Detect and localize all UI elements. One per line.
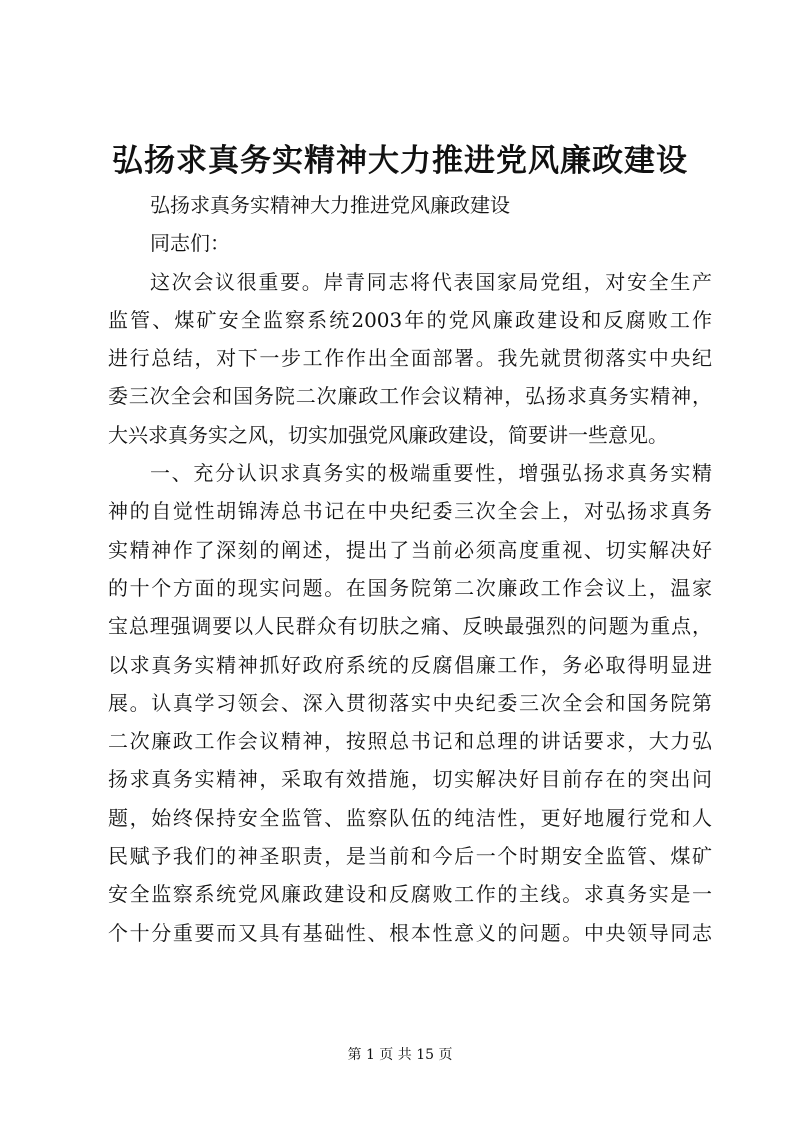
page-number-footer: 第 1 页 共 15 页 — [347, 1047, 453, 1063]
paragraph-line: 神的自觉性胡锦涛总书记在中央纪委三次全会上，对弘扬求真务 — [108, 499, 712, 524]
paragraph-line: 进行总结，对下一步工作作出全面部署。我先就贯彻落实中央纪 — [108, 346, 712, 371]
paragraph-line: 这次会议很重要。岸青同志将代表国家局党组，对安全生产 — [150, 269, 712, 294]
paragraph-line: 以求真务实精神抓好政府系统的反腐倡廉工作，务必取得明显进 — [108, 652, 712, 677]
paragraph-line: 实精神作了深刻的阐述，提出了当前必须高度重视、切实解决好 — [108, 537, 712, 562]
paragraph-line: 安全监察系统党风廉政建设和反腐败工作的主线。求真务实是一 — [108, 882, 712, 907]
paragraph-line: 委三次全会和国务院二次廉政工作会议精神，弘扬求真务实精神， — [108, 384, 712, 409]
paragraph-line: 民赋予我们的神圣职责，是当前和今后一个时期安全监管、煤矿 — [108, 844, 712, 869]
paragraph-line: 大兴求真务实之风，切实加强党风廉政建设，简要讲一些意见。 — [108, 422, 668, 447]
subtitle-line: 弘扬求真务实精神大力推进党风廉政建设 — [150, 193, 510, 217]
paragraph-line: 扬求真务实精神，采取有效措施，切实解决好目前存在的突出问 — [108, 767, 712, 792]
paragraph-line: 二次廉政工作会议精神，按照总书记和总理的讲话要求，大力弘 — [108, 729, 712, 754]
paragraph-line: 监管、煤矿安全监察系统2003年的党风廉政建设和反腐败工作 — [108, 307, 712, 332]
paragraph-line: 个十分重要而又具有基础性、根本性意义的问题。中央领导同志 — [108, 920, 712, 945]
salutation-line: 同志们： — [150, 231, 230, 256]
paragraph-line: 宝总理强调要以人民群众有切肤之痛、反映最强烈的问题为重点， — [108, 614, 712, 639]
document-title: 弘扬求真务实精神大力推进党风廉政建设 — [112, 143, 688, 179]
paragraph-line: 题，始终保持安全监管、监察队伍的纯洁性，更好地履行党和人 — [108, 805, 712, 830]
paragraph-line: 一、充分认识求真务实的极端重要性，增强弘扬求真务实精 — [150, 461, 712, 486]
document-body — [108, 186, 712, 952]
paragraph-line: 的十个方面的现实问题。在国务院第二次廉政工作会议上，温家 — [108, 575, 712, 600]
paragraph-line: 展。认真学习领会、深入贯彻落实中央纪委三次全会和国务院第 — [108, 690, 712, 715]
